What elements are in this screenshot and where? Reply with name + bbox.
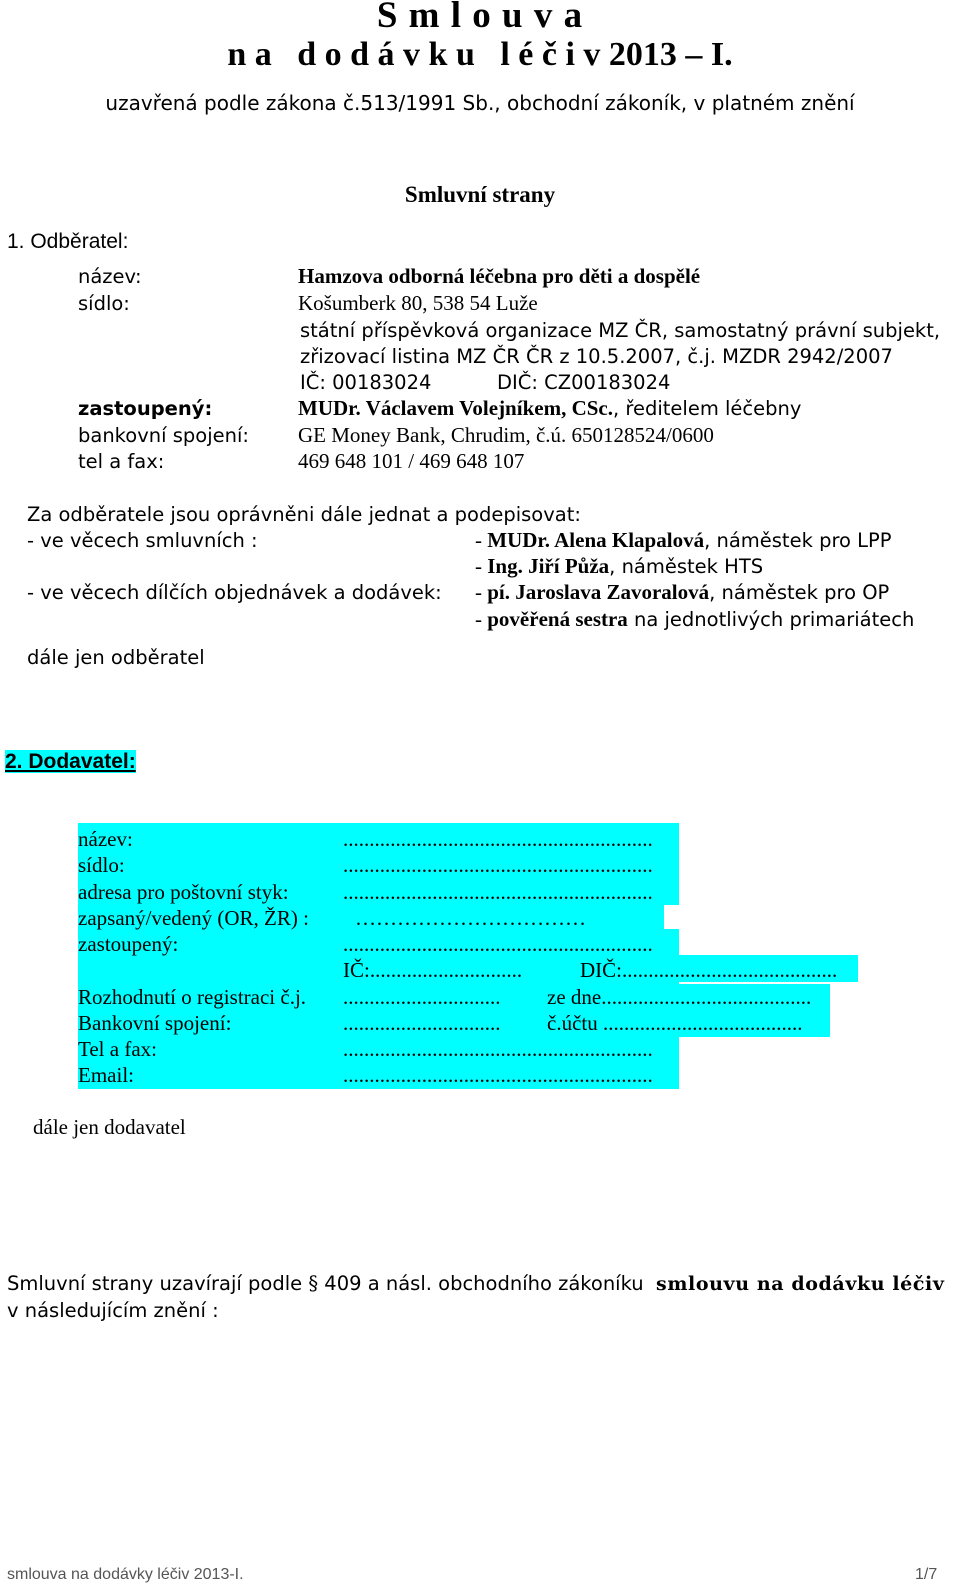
buyer-rep-value: MUDr. Václavem Volejníkem, CSc., ředitelem léčebny (298, 396, 802, 420)
supplier-heading: 2. Dodavatel: (5, 750, 136, 773)
supplier-name-label: název: (78, 827, 133, 851)
contract-matters-label: - ve věcech smluvních : (27, 529, 258, 552)
buyer-name-value: Hamzova odborná léčebna pro děti a dospělé (298, 264, 701, 288)
supplier-name-field[interactable]: ........................................................... (343, 827, 653, 851)
contract-subject: n a d o d á v k u l é č i v 2013 – I. (227, 36, 733, 73)
supplier-rep-label: zastoupený: (78, 932, 179, 956)
section-sign: § (308, 1272, 319, 1295)
buyer-dic: DIČ: CZ00183024 (497, 371, 671, 394)
closing-line1: Smluvní strany uzavírají podle § 409 a násl. obchodního zákoníku smlouvu na dodávku léčiv (7, 1272, 945, 1295)
supplier-reg-label: zapsaný/vedený (OR, ŽR) : (78, 906, 309, 930)
buyer-bank-value: GE Money Bank, Chrudim, č.ú. 650128524/0600 (298, 423, 714, 447)
footer-page-number: 1/7 (915, 1566, 938, 1583)
supplier-date-field[interactable]: ze dne........................................ (547, 985, 812, 1009)
buyer-heading: 1. Odběratel: (7, 230, 129, 253)
buyer-tel-value: 469 648 101 / 469 648 107 (298, 449, 525, 473)
buyer-bank-label: bankovní spojení: (78, 424, 249, 447)
contract-title: S m l o u v a (376, 0, 584, 36)
authorized-person-2: - Ing. Jiří Půža, náměstek HTS (475, 554, 764, 578)
supplier-email-label: Email: (78, 1063, 134, 1087)
supplier-hereinafter: dále jen dodavatel (33, 1115, 186, 1139)
section-title: Smluvní strany (404, 182, 556, 207)
supplier-rep-field[interactable]: ........................................................... (343, 932, 653, 956)
supplier-bank-field[interactable]: .............................. (343, 1011, 501, 1035)
buyer-tel-label: tel a fax: (78, 450, 165, 473)
authorized-intro: Za odběratele jsou oprávněni dále jednat a podepisovat: (27, 503, 581, 526)
supplier-post-field[interactable]: ........................................................... (343, 880, 653, 904)
buyer-rep-label: zastoupený: (78, 397, 213, 420)
buyer-org-line1: státní příspěvková organizace MZ ČR, samostatný právní subjekt, (300, 319, 941, 342)
supplier-tel-field[interactable]: ........................................................... (343, 1037, 653, 1061)
supplier-tel-label: Tel a fax: (78, 1037, 157, 1061)
supplier-reg-field[interactable]: …………………………… (355, 906, 586, 930)
authorized-person-3: - pí. Jaroslava Zavoralová, náměstek pro OP (475, 580, 890, 604)
buyer-org-line2: zřizovací listina MZ ČR ČR z 10.5.2007, č.j. MZDR 2942/2007 (300, 345, 893, 368)
authorized-person-4: - pověřená sestra na jednotlivých primariátech (475, 607, 915, 631)
supplier-email-field[interactable]: ........................................................... (343, 1063, 653, 1087)
supplier-account-field[interactable]: č.účtu ...................................... (547, 1011, 803, 1035)
supplier-dic-field[interactable]: DIČ:......................................... (580, 958, 838, 982)
contract-legal-basis: uzavřená podle zákona č.513/1991 Sb., obchodní zákoník, v platném znění (105, 91, 855, 115)
buyer-name-label: název: (78, 265, 142, 288)
supplier-decision-label: Rozhodnutí o registraci č.j. (78, 985, 307, 1009)
supplier-decision-field[interactable]: .............................. (343, 985, 501, 1009)
supplier-ic-field[interactable]: IČ:............................. (343, 958, 523, 982)
supplier-seat-label: sídlo: (78, 853, 125, 877)
supplier-bank-label: Bankovní spojení: (78, 1011, 232, 1035)
buyer-seat-value: Košumberk 80, 538 54 Luže (298, 291, 538, 315)
buyer-ic: IČ: 00183024 (300, 371, 432, 394)
buyer-hereinafter: dále jen odběratel (27, 646, 205, 669)
order-matters-label: - ve věcech dílčích objednávek a dodávek: (27, 581, 442, 604)
authorized-person-1: - MUDr. Alena Klapalová, náměstek pro LPP (475, 528, 892, 552)
closing-line2: v následujícím znění : (7, 1299, 219, 1322)
supplier-post-label: adresa pro poštovní styk: (78, 880, 289, 904)
footer-document-name: smlouva na dodávky léčiv 2013-I. (7, 1566, 244, 1583)
supplier-highlight-gap (664, 905, 679, 929)
supplier-seat-field[interactable]: ........................................................... (343, 853, 653, 877)
buyer-seat-label: sídlo: (78, 292, 130, 315)
